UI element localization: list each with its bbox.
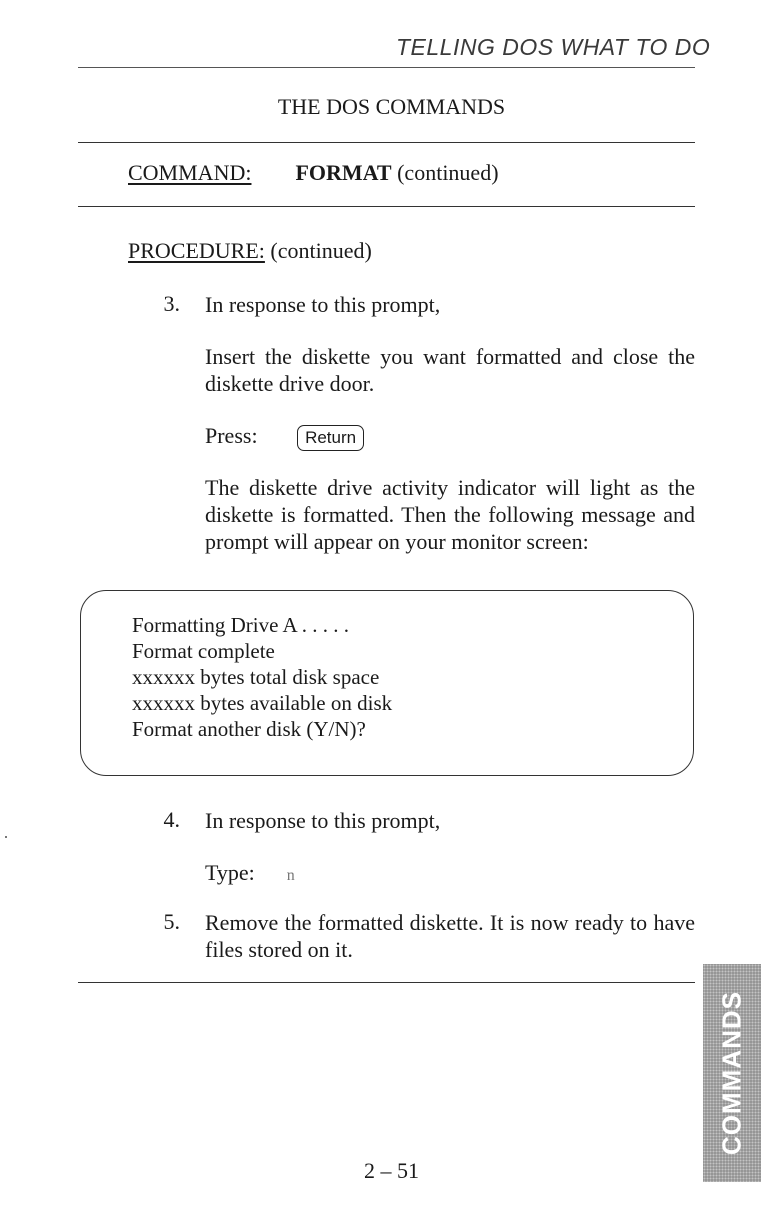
- type-line: [205, 859, 295, 889]
- margin-mark: [5, 836, 7, 838]
- divider-bottom: [78, 982, 695, 983]
- command-line: [128, 160, 499, 186]
- screen-line: Formatting Drive A . . . . .: [132, 613, 349, 637]
- running-header: TELLING DOS WHAT TO DO: [396, 34, 711, 60]
- screen-line: xxxxxx bytes available on disk: [132, 691, 393, 715]
- section-title: THE DOS COMMANDS: [277, 94, 506, 119]
- return-key: Return: [297, 425, 364, 451]
- type-label: Type:: [205, 860, 255, 885]
- divider-mid: [78, 206, 695, 207]
- procedure-label: PROCEDURE:: [128, 238, 265, 263]
- step-3-number: 3.: [163, 291, 180, 316]
- page-number: 2 – 51: [364, 1158, 419, 1183]
- screen-line: xxxxxx bytes total disk space: [132, 665, 380, 689]
- step-3-intro: In response to this prompt,: [205, 292, 441, 317]
- command-suffix: (continued): [397, 160, 499, 185]
- screen-line: Format another disk (Y/N)?: [132, 717, 366, 741]
- press-line: [205, 422, 364, 451]
- step-4-number: 4.: [163, 807, 180, 832]
- type-value: n: [286, 867, 295, 884]
- header-rule: [78, 67, 695, 68]
- screen-line: Format complete: [132, 639, 275, 663]
- step-3-instruction: Insert the diskette you want formatted and close the diskette drive door.: [205, 344, 695, 396]
- side-tab-label: COMMANDS: [716, 991, 747, 1155]
- command-label: COMMAND:: [128, 160, 252, 185]
- command-name: FORMAT: [295, 160, 392, 185]
- procedure-line: [128, 238, 372, 264]
- divider-top: [78, 142, 695, 143]
- press-label: Press:: [205, 423, 258, 448]
- step-5-number: 5.: [163, 909, 180, 934]
- step-4-intro: In response to this prompt,: [205, 808, 441, 833]
- step-3-description: The diskette drive activity indicator will light as the diskette is formatted. Then the following message and prompt will appear on your monitor screen:: [205, 475, 695, 554]
- step-5-text: Remove the formatted diskette. It is now ready to have files stored on it.: [205, 910, 695, 962]
- side-tab: [703, 964, 761, 1182]
- screen-output-text: [132, 612, 392, 742]
- procedure-suffix: (continued): [270, 238, 372, 263]
